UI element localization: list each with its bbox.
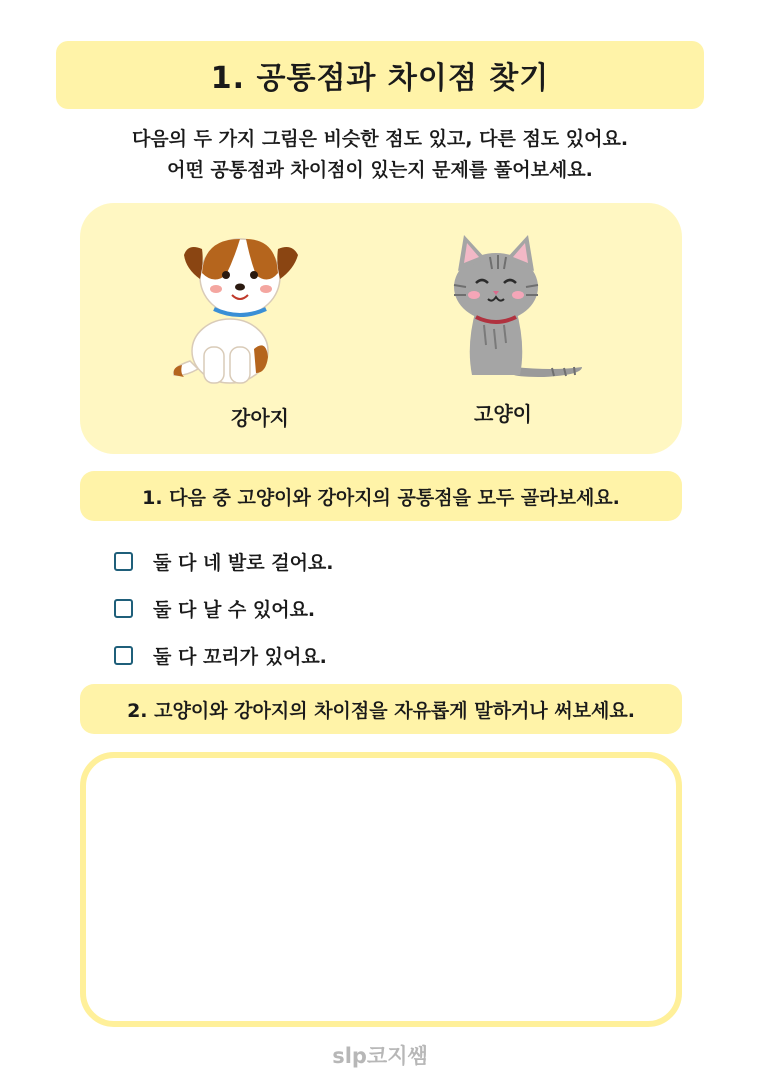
page-title: 1. 공통점과 차이점 찾기 [210, 61, 550, 96]
instruction-line-2: 어떤 공통점과 차이점이 있는지 문제를 풀어보세요. [167, 159, 593, 181]
animal-panel [80, 203, 682, 454]
checkbox-icon[interactable] [114, 552, 133, 571]
question-2: 2. 고양이와 강아지의 차이점을 자유롭게 말하거나 써보세요. [80, 684, 682, 734]
checkbox-icon[interactable] [114, 599, 133, 618]
option-3[interactable] [114, 632, 334, 679]
checkbox-icon[interactable] [114, 646, 133, 665]
question-1-options [114, 538, 334, 679]
cat-illustration [424, 225, 584, 385]
title-banner [56, 41, 704, 109]
instructions [60, 124, 700, 186]
answer-box[interactable] [80, 752, 682, 1027]
cat-label: 고양이 [474, 402, 532, 426]
option-1[interactable] [114, 538, 334, 585]
dog-label: 강아지 [231, 406, 289, 430]
option-label: 둘 다 네 발로 걸어요. [153, 552, 334, 574]
option-2[interactable] [114, 585, 334, 632]
dog-illustration [168, 229, 318, 389]
option-label: 둘 다 날 수 있어요. [153, 599, 316, 621]
instruction-line-1: 다음의 두 가지 그림은 비슷한 점도 있고, 다른 점도 있어요. [131, 128, 629, 150]
option-label: 둘 다 꼬리가 있어요. [153, 646, 327, 668]
question-1: 1. 다음 중 고양이와 강아지의 공통점을 모두 골라보세요. [80, 471, 682, 521]
footer-credit: slp코지쌤 [332, 1044, 428, 1068]
